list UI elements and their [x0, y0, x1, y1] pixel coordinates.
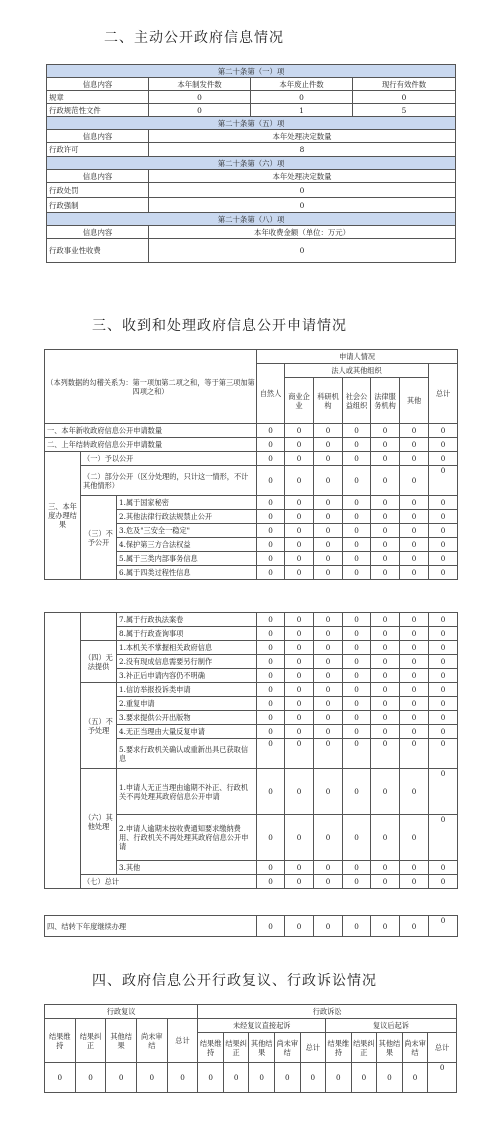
- s3-row-label: 1.本机关不掌握相关政府信息: [117, 641, 257, 655]
- s4-cell: 0: [75, 1063, 106, 1093]
- s3-cell: 0: [400, 566, 429, 580]
- s4-review-head: 行政复议: [45, 1005, 198, 1019]
- s3-cell: 0: [314, 552, 343, 566]
- section3-table-part2: [44, 612, 458, 889]
- s3-row-label: 1.申请人无正当理由逾期不补正、行政机关不再处理其政府信息公开申请: [117, 769, 257, 815]
- s3-cell: 0: [429, 524, 458, 538]
- s3-cell: 0: [371, 566, 400, 580]
- s3-group-not-public-cont: [81, 613, 117, 641]
- s3-cell: 0: [257, 725, 285, 739]
- s3-cell: 0: [429, 538, 458, 552]
- s4-direct-suit-head: 未经复议直接起诉: [198, 1019, 326, 1033]
- s3-cell: 0: [429, 916, 458, 937]
- s3-cell: 0: [429, 438, 458, 452]
- s3-cell: 0: [400, 452, 429, 466]
- t1-row-label: 规章: [47, 91, 149, 104]
- s3-cell: 0: [257, 452, 285, 466]
- s3-group-not-public: （三）不予公开: [81, 496, 117, 580]
- s3-cell: 0: [285, 452, 314, 466]
- s3-row-label: 3.要求提供公开出版物: [117, 711, 257, 725]
- s4-col-direct-total: 总计: [300, 1033, 326, 1063]
- s3-cell: 0: [343, 916, 371, 937]
- s4-col-review-pending: 尚未审结: [136, 1019, 167, 1063]
- s3-cell: 0: [314, 711, 343, 725]
- s3-cell: 0: [257, 627, 285, 641]
- t8-head-content: 信息内容: [47, 226, 149, 239]
- section3-title: 三、收到和处理政府信息公开申请情况: [92, 318, 347, 334]
- s3-cell: 0: [429, 566, 458, 580]
- s3-cell: 0: [400, 683, 429, 697]
- s3-row-label: 6.属于四类过程性信息: [117, 566, 257, 580]
- s3-cell: 0: [314, 627, 343, 641]
- s3-cell: 0: [371, 538, 400, 552]
- s3-cell: 0: [343, 496, 371, 510]
- s4-col-after-keep: 结果维持: [326, 1033, 352, 1063]
- s3-cell: 0: [429, 424, 458, 438]
- s3-row-label: 4.无正当理由大量反复申请: [117, 725, 257, 739]
- s3-cell: 0: [343, 669, 371, 683]
- s3-cell: 0: [400, 725, 429, 739]
- s3-cell: 0: [400, 438, 429, 452]
- s3-cell: 0: [285, 769, 314, 815]
- s3-cell: 0: [314, 815, 343, 861]
- s3-cell: 0: [400, 916, 429, 937]
- t5-head-content: 信息内容: [47, 130, 149, 143]
- s3-cell: 0: [257, 739, 285, 769]
- s3-cell: 0: [343, 725, 371, 739]
- s3-row-label: 2.申请人逾期未按收费通知要求缴纳费用、行政机关不再处理其政府信息公开申请: [117, 815, 257, 861]
- s3-cell: 0: [285, 815, 314, 861]
- s3-cell: 0: [371, 697, 400, 711]
- s3-cell: 0: [371, 725, 400, 739]
- s3-cell: 0: [285, 613, 314, 627]
- t1-row-label: 行政规范性文件: [47, 104, 149, 117]
- s3-cell: 0: [257, 613, 285, 627]
- s4-cell: 0: [300, 1063, 326, 1093]
- s3-cell: 0: [371, 769, 400, 815]
- s4-col-direct-correct: 结果纠正: [223, 1033, 249, 1063]
- s3-cell: 0: [429, 496, 458, 510]
- s3-cell: 0: [429, 552, 458, 566]
- section4-title: 四、政府信息公开行政复议、行政诉讼情况: [92, 973, 377, 989]
- s3-cell: 0: [371, 861, 400, 875]
- s3-cell: 0: [257, 683, 285, 697]
- s3-cell: 0: [371, 655, 400, 669]
- s3-cell: 0: [343, 875, 371, 889]
- s3-cell: 0: [371, 552, 400, 566]
- s3-cell: 0: [257, 769, 285, 815]
- s3-group-other-processing: （六）其他处理: [81, 769, 117, 875]
- s3-cell: 0: [343, 697, 371, 711]
- s3-row-label: 5.属于三类内部事务信息: [117, 552, 257, 566]
- s3-row-label: 8.属于行政查询事项: [117, 627, 257, 641]
- s3-cell: 0: [314, 613, 343, 627]
- s3-cell: 0: [314, 683, 343, 697]
- s3-cell: 0: [400, 815, 429, 861]
- s3-cell: 0: [371, 627, 400, 641]
- s3-row-label: 1.属于国家秘密: [117, 496, 257, 510]
- s4-cell: 0: [402, 1063, 428, 1093]
- t6-row-label: 行政处罚: [47, 183, 149, 198]
- band-20-8: 第二十条第（八）项: [47, 213, 456, 226]
- t1-cell: 1: [251, 104, 353, 117]
- s3-col-research: 科研机构: [314, 378, 343, 424]
- s3-natural: 自然人: [257, 364, 285, 424]
- s3-cell: 0: [285, 916, 314, 937]
- s3-cell: 0: [371, 438, 400, 452]
- s3-cell: 0: [285, 669, 314, 683]
- s3-cell: 0: [371, 524, 400, 538]
- s3-cell: 0: [371, 739, 400, 769]
- s3-row-label: 7.属于行政执法案卷: [117, 613, 257, 627]
- s3-cell: 0: [429, 725, 458, 739]
- s3-cell: 0: [343, 739, 371, 769]
- s3-cell: 0: [429, 452, 458, 466]
- s3-cell: 0: [314, 875, 343, 889]
- s3-cell: 0: [257, 711, 285, 725]
- s3-cell: 0: [400, 655, 429, 669]
- s3-col-welfare: 社会公益组织: [343, 378, 371, 424]
- s3-cell: 0: [285, 697, 314, 711]
- s3-col-other: 其他: [400, 378, 429, 424]
- s3-cell: 0: [285, 566, 314, 580]
- s4-cell: 0: [223, 1063, 249, 1093]
- s3-row-label: 5.要求行政机关确认或重新出具已获取信息: [117, 739, 257, 769]
- s3-cell: 0: [257, 669, 285, 683]
- s3-cell: 0: [343, 538, 371, 552]
- t8-cell: 0: [149, 239, 456, 263]
- s3-row-label: （一）予以公开: [81, 452, 257, 466]
- s3-cell: 0: [371, 711, 400, 725]
- s3-cell: 0: [371, 424, 400, 438]
- s3-cell: 0: [400, 424, 429, 438]
- s3-row-carry: [45, 438, 458, 452]
- s3-cell: 0: [314, 466, 343, 496]
- s4-cell: 0: [274, 1063, 300, 1093]
- band-20-5: 第二十条第（五）项: [47, 117, 456, 130]
- section3-table-part1: [44, 349, 458, 580]
- s3-cell: 0: [314, 452, 343, 466]
- s3-cell: 0: [371, 510, 400, 524]
- s4-lawsuit-head: 行政诉讼: [198, 1005, 457, 1019]
- s3-cell: 0: [257, 538, 285, 552]
- t1-head-content: 信息内容: [47, 78, 149, 91]
- s3-total-head: 总计: [429, 364, 458, 424]
- s3-cell: 0: [400, 496, 429, 510]
- s4-col-after-other: 其他结果: [377, 1033, 403, 1063]
- s3-group-cannot-provide: （四）无法提供: [81, 641, 117, 683]
- s3-cell: 0: [343, 424, 371, 438]
- s3-cell: 0: [314, 538, 343, 552]
- s3-cell: 0: [371, 466, 400, 496]
- s3-row-label: 2.重复申请: [117, 697, 257, 711]
- s3-cell: 0: [314, 496, 343, 510]
- s3-cell: 0: [429, 641, 458, 655]
- s3-cell: 0: [400, 875, 429, 889]
- s3-cell: 0: [343, 655, 371, 669]
- s3-col-legal-service: 法律服务机构: [371, 378, 400, 424]
- s3-cell: 0: [400, 524, 429, 538]
- s3-cell: 0: [285, 496, 314, 510]
- s4-col-after-total: 总计: [428, 1033, 457, 1063]
- s3-row-label: （七）总计: [81, 875, 257, 889]
- t1-head-valid: 现行有效件数: [353, 78, 456, 91]
- s3-cell: 0: [314, 566, 343, 580]
- s3-row-new: [45, 424, 458, 438]
- s3-cell: 0: [400, 538, 429, 552]
- s3-cell: 0: [257, 510, 285, 524]
- s3-cell: 0: [429, 739, 458, 769]
- s3-cell: 0: [257, 424, 285, 438]
- s3-cell: 0: [371, 683, 400, 697]
- s3-row-label: 二、上年结转政府信息公开申请数量: [45, 438, 257, 452]
- s4-cell: 0: [428, 1063, 457, 1093]
- s3-cell: 0: [343, 815, 371, 861]
- s3-cell: 0: [343, 566, 371, 580]
- t1-cell: 0: [353, 91, 456, 104]
- s3-row-label: 3.其他: [117, 861, 257, 875]
- s3-cell: 0: [343, 769, 371, 815]
- s3-cell: 0: [400, 769, 429, 815]
- s4-col-review-total: 总计: [167, 1019, 198, 1063]
- s3-cell: 0: [285, 739, 314, 769]
- s3-cell: 0: [285, 466, 314, 496]
- s3-cell: 0: [371, 916, 400, 937]
- s3-cell: 0: [285, 861, 314, 875]
- s4-after-review-head: 复议后起诉: [326, 1019, 457, 1033]
- s3-cell: 0: [429, 613, 458, 627]
- t5-row-label: 行政许可: [47, 143, 149, 157]
- s3-cell: 0: [400, 613, 429, 627]
- s3-cell: 0: [285, 875, 314, 889]
- s4-col-after-correct: 结果纠正: [351, 1033, 377, 1063]
- t8-row-label: 行政事业性收费: [47, 239, 149, 263]
- s3-cell: 0: [400, 627, 429, 641]
- t1-cell: 0: [251, 91, 353, 104]
- s3-cell: 0: [343, 711, 371, 725]
- s3-cell: 0: [257, 916, 285, 937]
- s3-cell: 0: [429, 697, 458, 711]
- s3-cell: 0: [314, 424, 343, 438]
- s3-cell: 0: [371, 669, 400, 683]
- band-20-1: 第二十条第（一）项: [47, 65, 456, 78]
- t6-cell: 0: [149, 183, 456, 198]
- t1-cell: 5: [353, 104, 456, 117]
- section4-table: [44, 1004, 457, 1093]
- s3-cell: 0: [400, 861, 429, 875]
- s3-row-label: 一、本年新收政府信息公开申请数量: [45, 424, 257, 438]
- s3-cell: 0: [400, 669, 429, 683]
- s3-cell: 0: [314, 725, 343, 739]
- t6-head-count: 本年处理决定数量: [149, 170, 456, 183]
- s4-cell: 0: [167, 1063, 198, 1093]
- section2-title: 二、主动公开政府信息情况: [104, 30, 284, 46]
- s3-cell: 0: [400, 697, 429, 711]
- s3-cell: 0: [343, 552, 371, 566]
- s4-col-direct-other: 其他结果: [249, 1033, 275, 1063]
- s4-cell: 0: [326, 1063, 352, 1093]
- t8-head-amount: 本年收费金额（单位：万元）: [149, 226, 456, 239]
- s3-cell: 0: [257, 496, 285, 510]
- s3-cell: 0: [314, 510, 343, 524]
- s3-cell: 0: [400, 510, 429, 524]
- s3-cell: 0: [429, 655, 458, 669]
- s3-cell: 0: [257, 875, 285, 889]
- s4-cell: 0: [106, 1063, 137, 1093]
- s3-cell: 0: [429, 875, 458, 889]
- s3-cell: 0: [429, 815, 458, 861]
- s4-cell: 0: [249, 1063, 275, 1093]
- s3-cell: 0: [371, 452, 400, 466]
- s3-cell: 0: [285, 655, 314, 669]
- s3-cell: 0: [343, 510, 371, 524]
- s3-group-results: 三、本年度办理结果: [45, 452, 81, 580]
- s3-cell: 0: [314, 769, 343, 815]
- s3-cell: 0: [400, 552, 429, 566]
- s4-cell: 0: [198, 1063, 224, 1093]
- s3-group-not-processed: （五）不予处理: [81, 683, 117, 769]
- s3-cell: 0: [314, 861, 343, 875]
- s3-legal: 法人或其他组织: [285, 364, 429, 378]
- s3-cell: 0: [257, 552, 285, 566]
- s3-col-business: 商业企业: [285, 378, 314, 424]
- s3-cell: 0: [429, 510, 458, 524]
- s3-row-label: 4.保护第三方合法权益: [117, 538, 257, 552]
- s3-row-label: 四、结转下年度继续办理: [45, 916, 257, 937]
- s3-cell: 0: [371, 815, 400, 861]
- s3-cell: 0: [343, 452, 371, 466]
- t6-cell: 0: [149, 198, 456, 213]
- s3-cell: 0: [343, 861, 371, 875]
- s3-cell: 0: [343, 613, 371, 627]
- s3-cell: 0: [285, 725, 314, 739]
- s3-cell: 0: [343, 627, 371, 641]
- s3-cell: 0: [285, 641, 314, 655]
- s3-row-label: 1.信访举报投诉类申请: [117, 683, 257, 697]
- s3-cell: 0: [343, 524, 371, 538]
- s3-cell: 0: [400, 711, 429, 725]
- t6-head-content: 信息内容: [47, 170, 149, 183]
- s3-cell: 0: [371, 496, 400, 510]
- s3-cell: 0: [314, 916, 343, 937]
- s3-cell: 0: [429, 769, 458, 815]
- s3-cell: 0: [285, 683, 314, 697]
- s3-group-results-cont: [45, 613, 81, 889]
- s3-cell: 0: [429, 861, 458, 875]
- s4-cell: 0: [351, 1063, 377, 1093]
- s3-cell: 0: [257, 697, 285, 711]
- s3-cell: 0: [257, 524, 285, 538]
- s3-cell: 0: [343, 683, 371, 697]
- s3-cell: 0: [257, 815, 285, 861]
- s3-applicant: 申请人情况: [257, 350, 458, 364]
- s3-cell: 0: [285, 524, 314, 538]
- s4-col-review-other: 其他结果: [106, 1019, 137, 1063]
- s3-cell: 0: [285, 438, 314, 452]
- s3-row-label: 3.补正后申请内容仍不明确: [117, 669, 257, 683]
- s3-row-label: 2.没有现成信息需要另行制作: [117, 655, 257, 669]
- t1-head-abolished: 本年废止件数: [251, 78, 353, 91]
- s4-cell: 0: [136, 1063, 167, 1093]
- s3-cell: 0: [429, 683, 458, 697]
- s3-cell: 0: [429, 711, 458, 725]
- t1-cell: 0: [149, 104, 251, 117]
- s3-row-label: （二）部分公开（区分处理的，只计这一情形，不计其他情形）: [81, 466, 257, 496]
- s3-cell: 0: [257, 566, 285, 580]
- s3-cell: 0: [285, 552, 314, 566]
- s3-cell: 0: [314, 697, 343, 711]
- s3-cell: 0: [371, 875, 400, 889]
- s4-col-review-correct: 结果纠正: [75, 1019, 106, 1063]
- s3-cell: 0: [257, 438, 285, 452]
- s3-cell: 0: [285, 627, 314, 641]
- s4-col-direct-keep: 结果维持: [198, 1033, 224, 1063]
- s3-cell: 0: [314, 669, 343, 683]
- s3-cell: 0: [257, 466, 285, 496]
- s3-cell: 0: [343, 466, 371, 496]
- s3-cell: 0: [314, 641, 343, 655]
- s3-cell: 0: [257, 641, 285, 655]
- s4-col-after-pending: 尚未审结: [402, 1033, 428, 1063]
- s3-cell: 0: [371, 641, 400, 655]
- t6-row-label: 行政强制: [47, 198, 149, 213]
- s3-cell: 0: [400, 641, 429, 655]
- s3-cell: 0: [257, 655, 285, 669]
- s3-cell: 0: [314, 739, 343, 769]
- band-20-6: 第二十条第（六）项: [47, 157, 456, 170]
- s3-cell: 0: [371, 613, 400, 627]
- s3-cell: 0: [314, 438, 343, 452]
- s4-col-direct-pending: 尚未审结: [274, 1033, 300, 1063]
- t1-cell: 0: [149, 91, 251, 104]
- s3-cell: 0: [314, 655, 343, 669]
- s4-col-review-keep: 结果维持: [45, 1019, 76, 1063]
- s3-cell: 0: [400, 466, 429, 496]
- s3-cell: 0: [400, 739, 429, 769]
- s3-cell: 0: [343, 438, 371, 452]
- s3-cell: 0: [285, 538, 314, 552]
- s3-cell: 0: [429, 627, 458, 641]
- s3-note: （本列数据的勾稽关系为：第一项加第二项之和，等于第三项加第四项之和）: [45, 350, 257, 424]
- t5-head-count: 本年处理决定数量: [149, 130, 456, 143]
- s3-row-label: 3.危及"三安全一稳定": [117, 524, 257, 538]
- s3-cell: 0: [285, 711, 314, 725]
- s3-cell: 0: [285, 510, 314, 524]
- s3-cell: 0: [429, 466, 458, 496]
- section3-table-carry-next: [44, 915, 458, 937]
- s3-cell: 0: [429, 669, 458, 683]
- s3-cell: 0: [285, 424, 314, 438]
- s3-cell: 0: [257, 861, 285, 875]
- t1-head-issued: 本年制发件数: [149, 78, 251, 91]
- t5-cell: 8: [149, 143, 456, 157]
- s4-cell: 0: [377, 1063, 403, 1093]
- s3-cell: 0: [314, 524, 343, 538]
- s4-cell: 0: [45, 1063, 76, 1093]
- s3-cell: 0: [343, 641, 371, 655]
- section2-table: [46, 64, 456, 263]
- s3-row-label: 2.其他法律行政法规禁止公开: [117, 510, 257, 524]
